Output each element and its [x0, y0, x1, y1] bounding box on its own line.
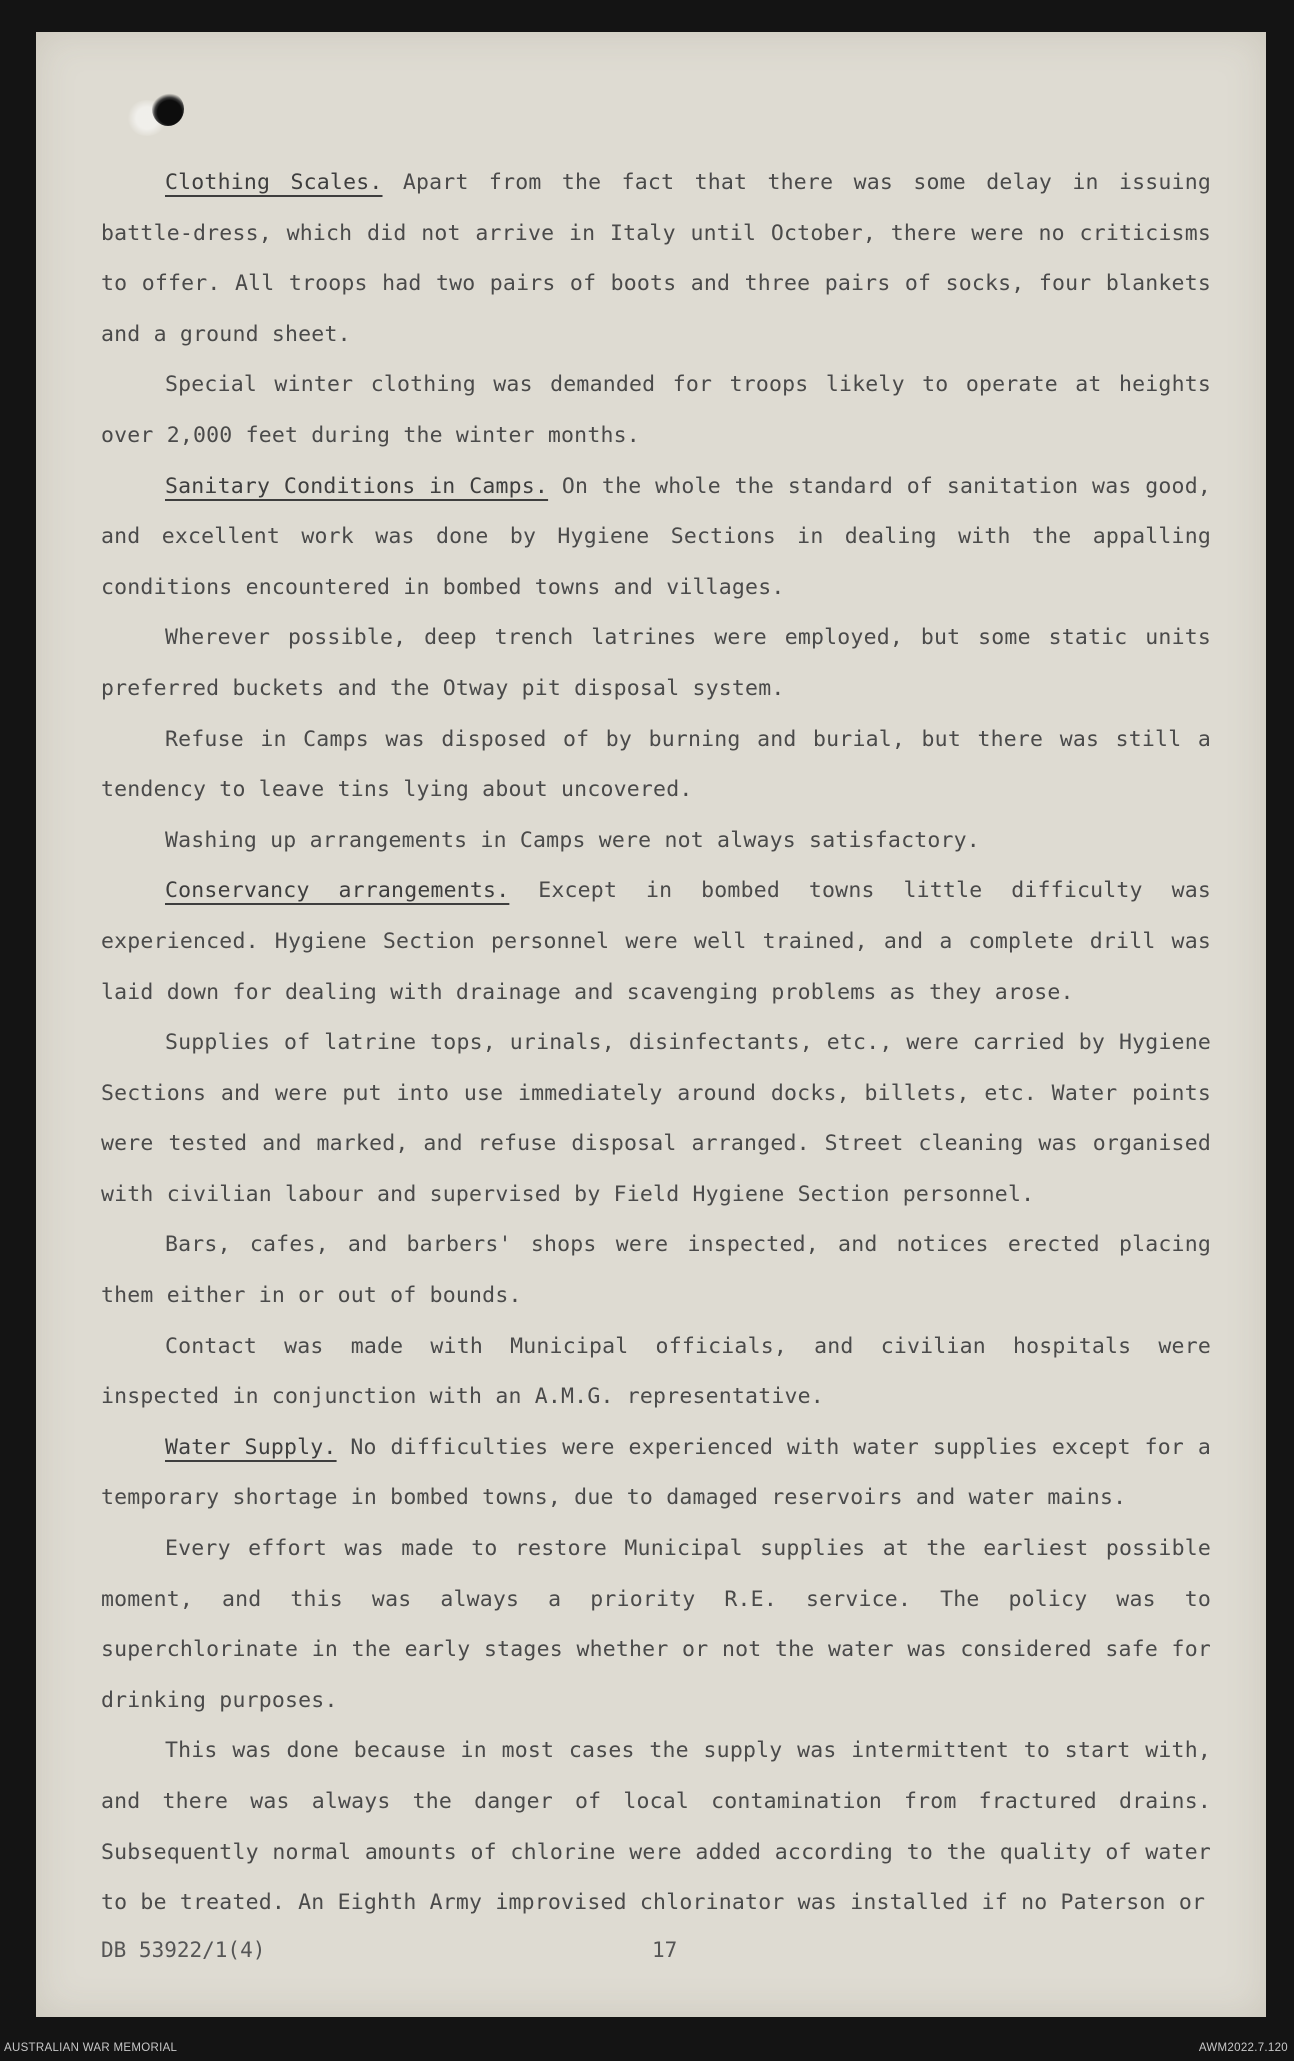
heading-clothing-scales: Clothing Scales.: [165, 170, 383, 195]
page-number: 17: [652, 1938, 678, 1962]
paragraph: Washing up arrangements in Camps were not always satisfactory.: [165, 827, 980, 853]
paragraph: Refuse in Camps was disposed of by burning and burial, but there was still a tendency to leave tins lying about uncovered.: [101, 726, 1211, 803]
archive-id: AWM2022.7.120: [1198, 2042, 1288, 2054]
document-body: [101, 158, 1211, 1929]
paragraph-water-supply: Water Supply. No difficulties were experienced with water supplies except for a temporary shortage in bombed towns, due to damaged reservoirs and water mains.: [101, 1434, 1212, 1511]
paragraph-conservancy: Conservancy arrangements. Except in bombed towns little difficulty was experienced. Hygiene Section personnel were well trained, and a complete drill was laid down for dealing with drainage and scavenging problems as they arose.: [101, 878, 1211, 1005]
document-reference: DB 53922/1(4): [101, 1938, 266, 1962]
paragraph: This was done because in most cases the supply was intermittent to start with, and there was always the danger of local contamination from fractured drains. Subsequently normal amounts of chlorine were added according to the quality of water to be treated. An Eighth Army improvised chlorinator was installed if no Paterson or: [101, 1738, 1211, 1916]
archive-caption: AUSTRALIAN WAR MEMORIAL: [4, 2042, 178, 2054]
paragraph: Special winter clothing was demanded for troops likely to operate at heights over 2,000 feet during the winter months.: [101, 372, 1211, 448]
paragraph-clothing-scales: Clothing Scales. Apart from the fact that there was some delay in issuing battle-dress, which did not arrive in Italy until October, there were no criticisms to offer. All troops had two pairs of boots and three pairs of socks, four blankets and a ground sheet.: [101, 170, 1211, 347]
heading-conservancy: Conservancy arrangements.: [165, 878, 510, 904]
paragraph: Every effort was made to restore Municipal supplies at the earliest possible moment, and this was always a priority R.E. service. The policy was to superchlorinate in the early stages whether or not the water was considered safe for drinking purposes.: [101, 1536, 1211, 1713]
paragraph: Supplies of latrine tops, urinals, disinfectants, etc., were carried by Hygiene Sections and were put into use immediately around docks, billets, etc. Water points were tested and marked, and refuse disposal arranged. Street cleaning was organised with civilian labour and supervised by Field Hygiene Section personnel.: [101, 1030, 1211, 1207]
paragraph-sanitary-conditions: Sanitary Conditions in Camps. On the whole the standard of sanitation was good, and excellent work was done by Hygiene Sections in dealing with the appalling conditions encountered in bombed towns and villages.: [101, 473, 1211, 600]
heading-sanitary-conditions: Sanitary Conditions in Camps.: [165, 473, 549, 499]
paragraph: Contact was made with Municipal officials, and civilian hospitals were inspected in conjunction with an A.M.G. representative.: [101, 1333, 1211, 1410]
paragraph: Bars, cafes, and barbers' shops were inspected, and notices erected placing them either in or out of bounds.: [101, 1232, 1211, 1309]
heading-water-supply: Water Supply.: [165, 1434, 337, 1460]
paragraph: Wherever possible, deep trench latrines were employed, but some static units preferred buckets and the Otway pit disposal system.: [101, 625, 1211, 701]
punch-hole: [152, 92, 184, 126]
